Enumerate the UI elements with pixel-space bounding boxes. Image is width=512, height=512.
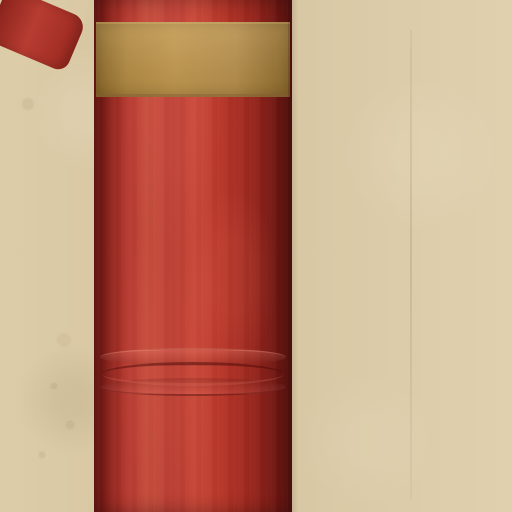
pole-shadow [288,0,298,512]
gold-band [96,22,290,97]
wall-crack [410,30,412,500]
